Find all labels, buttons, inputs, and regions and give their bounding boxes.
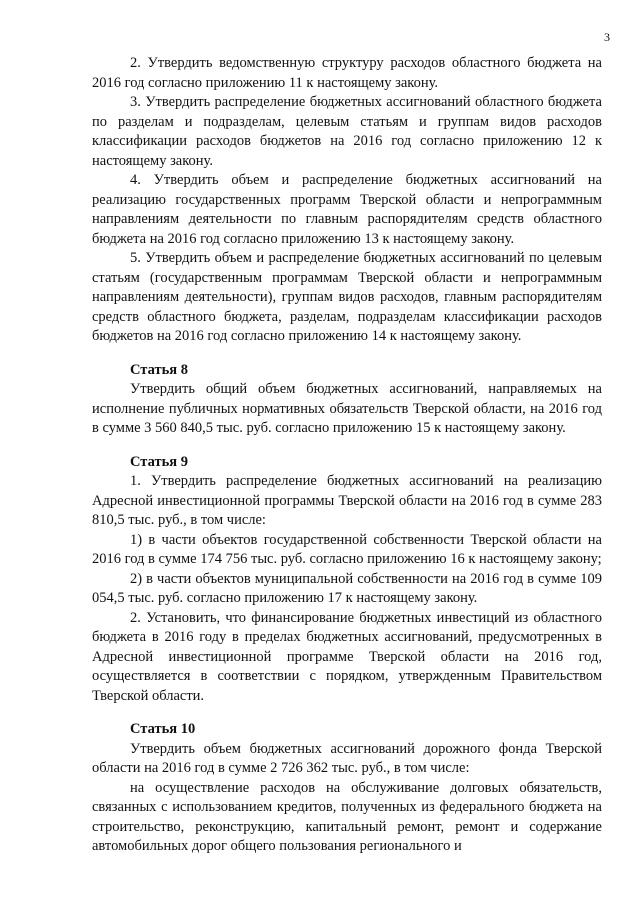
paragraph-article7-item4: 4. Утвердить объем и распределение бюджетных ассигнований на реализацию государственных программ Тверской области и непрограммным направлениям деятельности по главным распорядителям средств областного бюджета на 2016 год согласно приложению 13 к настоящему закону. (92, 172, 602, 247)
page-number: 3 (604, 30, 610, 44)
paragraph-article7-item2: 2. Утвердить ведомственную структуру расходов областного бюджета на 2016 год согласно приложению 11 к настоящему закону. (92, 55, 602, 91)
paragraph-article8: Утвердить общий объем бюджетных ассигнований, направляемых на исполнение публичных нормативных обязательств Тверской области, на 2016 год в сумме 3 560 840,5 тыс. руб. согласно приложению 15 к настоящему закону. (92, 381, 602, 436)
paragraph-article10: Утвердить объем бюджетных ассигнований дорожного фонда Тверской области на 2016 год в сумме 2 726 362 тыс. руб., в том числе: (92, 740, 602, 776)
paragraph-article9-subitem2: 2) в части объектов муниципальной собственности на 2016 год в сумме 109 054,5 тыс. руб. согласно приложению 17 к настоящему закону. (92, 570, 602, 606)
document-body (92, 54, 602, 857)
article-9-heading: Статья 9 (130, 453, 188, 470)
paragraph-article7-item3: 3. Утвердить распределение бюджетных ассигнований областного бюджета по разделам и подразделам, целевым статьям и группам видов расходов классификации расходов бюджетов на 2016 год согласно приложению 12 к настоящему закону. (92, 94, 602, 169)
paragraph-article9-subitem1: 1) в части объектов государственной собственности Тверской области на 2016 год в сумме 174 756 тыс. руб. согласно приложению 16 к настоящему закону; (92, 531, 602, 567)
paragraph-article10-sub: на осуществление расходов на обслуживание долговых обязательств, связанных с использованием кредитов, полученных из федерального бюджета на строительство, реконструкцию, капитальный ремонт, ремонт и содержание автомобильных дорог общего пользования регионального и (92, 779, 602, 854)
article-8-heading: Статья 8 (130, 361, 188, 378)
paragraph-article7-item5: 5. Утвердить объем и распределение бюджетных ассигнований по целевым статьям (государственным программам Тверской области и непрограммным направлениям деятельности), группам видов расходов, главным распорядителям средств областного бюджета, разделам, подразделам классификации расходов бюджетов на 2016 год согласно приложению 14 к настоящему закону. (92, 250, 602, 344)
article-10-heading: Статья 10 (130, 721, 196, 737)
paragraph-article9-item1: 1. Утвердить распределение бюджетных ассигнований на реализацию Адресной инвестиционной программы Тверской области на 2016 год в сумме 283 810,5 тыс. руб., в том числе: (92, 473, 602, 528)
paragraph-article9-item2: 2. Установить, что финансирование бюджетных инвестиций из областного бюджета в 2016 году в пределах бюджетных ассигнований, предусмотренных в Адресной инвестиционной программе Тверской области на 2016 год, осуществляется в соответствии с порядком, утвержденным Правительством Тверской области. (92, 609, 602, 704)
